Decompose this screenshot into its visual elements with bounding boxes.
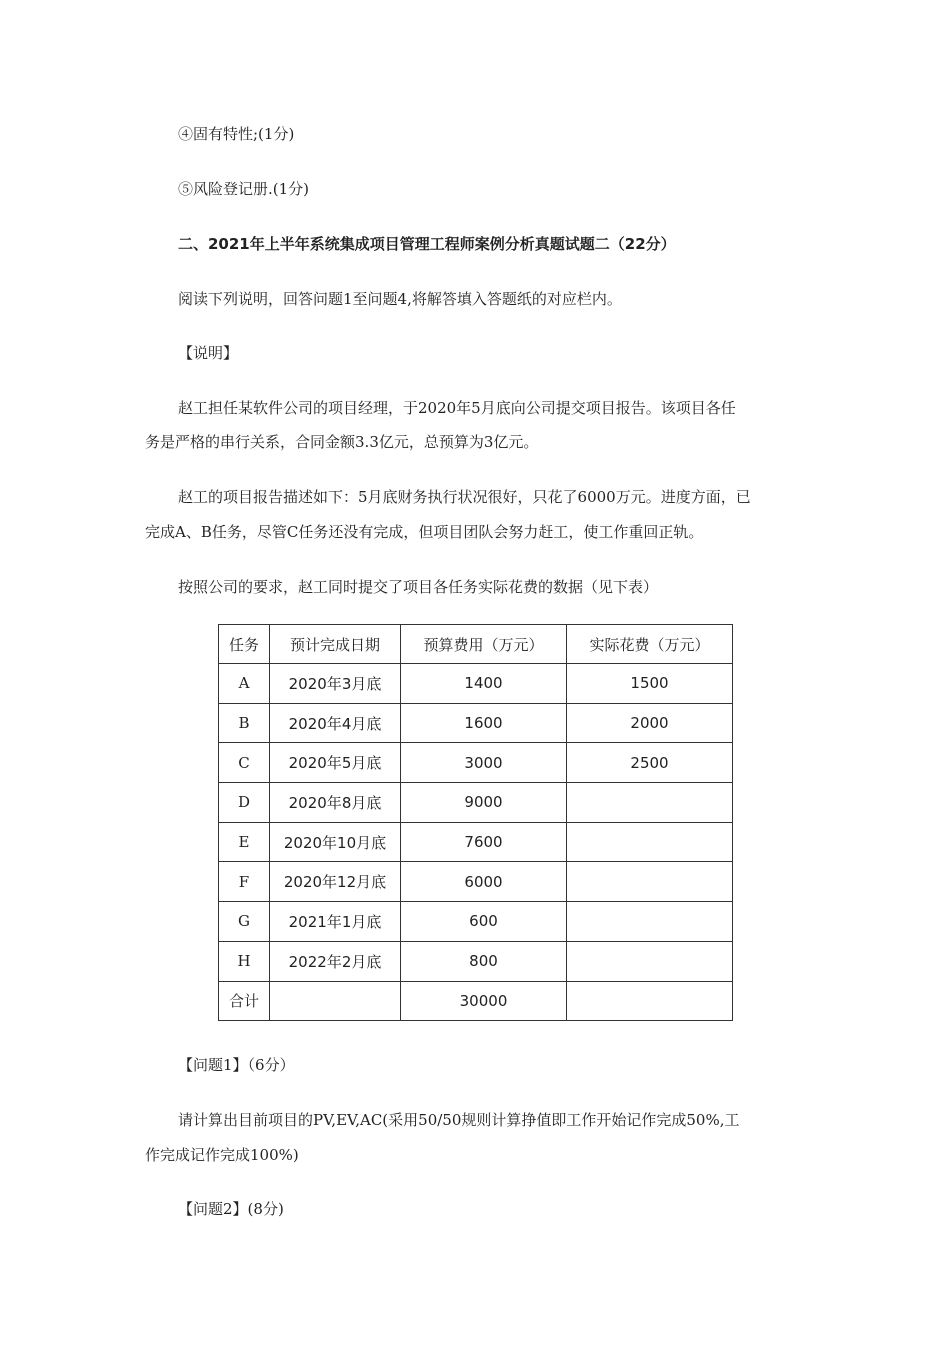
question-1-line-1: 请计算出目前项目的PV,EV,AC(采用50/50规则计算挣值即工作开始记作完成50%,工 (178, 1111, 740, 1129)
cell-actual-cost (567, 822, 733, 862)
question-1-header: 【问题1】（6分） (178, 1056, 295, 1074)
paragraph-1-line-1: 赵工担任某软件公司的项目经理，于2020年5月底向公司提交项目报告。该项目各任 (178, 399, 736, 417)
table-row (219, 703, 733, 743)
cell-task: G (219, 902, 270, 942)
question-2-header: 【问题2】(8分) (178, 1200, 284, 1218)
answer-item-4: ④固有特性;(1分) (178, 125, 295, 143)
cell-budget: 6000 (401, 862, 567, 902)
cell-task: D (219, 783, 270, 823)
cell-task: F (219, 862, 270, 902)
cell-task: B (219, 703, 270, 743)
cell-actual-cost: 2000 (567, 703, 733, 743)
paragraph-2-line-2: 完成A、B任务，尽管C任务还没有完成，但项目团队会努力赶工，使工作重回正轨。 (145, 523, 704, 541)
column-header-budget: 预算费用（万元） (401, 625, 567, 664)
paragraph-2-line-1: 赵工的项目报告描述如下：5月底财务执行状况很好，只花了6000万元。进度方面，已 (178, 488, 751, 506)
cell-due-date: 2020年10月底 (270, 822, 401, 862)
cell-due-date (270, 981, 401, 1021)
table-header-row (219, 625, 733, 664)
cell-due-date: 2020年3月底 (270, 664, 401, 704)
section-title: 二、2021年上半年系统集成项目管理工程师案例分析真题试题二（22分） (178, 235, 676, 253)
table-row (219, 862, 733, 902)
cell-task: A (219, 664, 270, 704)
table-row (219, 743, 733, 783)
table-row (219, 822, 733, 862)
cell-budget: 600 (401, 902, 567, 942)
cell-actual-cost (567, 783, 733, 823)
cell-budget: 1400 (401, 664, 567, 704)
instruction-text: 阅读下列说明，回答问题1至问题4,将解答填入答题纸的对应栏内。 (178, 290, 622, 308)
cell-due-date: 2020年4月底 (270, 703, 401, 743)
cell-task: C (219, 743, 270, 783)
cell-due-date: 2022年2月底 (270, 941, 401, 981)
table-row (219, 664, 733, 704)
cell-budget-total: 30000 (401, 981, 567, 1021)
cell-due-date: 2021年1月底 (270, 902, 401, 942)
table-row (219, 783, 733, 823)
cell-budget: 1600 (401, 703, 567, 743)
cell-actual-cost (567, 902, 733, 942)
question-1-line-2: 作完成记作完成100%) (145, 1146, 299, 1164)
column-header-task: 任务 (219, 625, 270, 664)
cell-total-label: 合计 (219, 981, 270, 1021)
cell-task: E (219, 822, 270, 862)
note-header: 【说明】 (178, 344, 239, 362)
cell-due-date: 2020年12月底 (270, 862, 401, 902)
table-total-row (219, 981, 733, 1021)
cell-due-date: 2020年8月底 (270, 783, 401, 823)
column-header-due-date: 预计完成日期 (270, 625, 401, 664)
cell-actual-cost: 1500 (567, 664, 733, 704)
column-header-actual-cost: 实际花费（万元） (567, 625, 733, 664)
cell-budget: 7600 (401, 822, 567, 862)
paragraph-3: 按照公司的要求，赵工同时提交了项目各任务实际花费的数据（见下表） (178, 578, 659, 596)
cell-actual-cost (567, 941, 733, 981)
cell-actual-cost: 2500 (567, 743, 733, 783)
table-row (219, 902, 733, 942)
cell-budget: 800 (401, 941, 567, 981)
cell-actual-cost (567, 862, 733, 902)
cell-due-date: 2020年5月底 (270, 743, 401, 783)
cell-budget: 9000 (401, 783, 567, 823)
cell-actual-cost (567, 981, 733, 1021)
cell-budget: 3000 (401, 743, 567, 783)
table-row (219, 941, 733, 981)
cell-task: H (219, 941, 270, 981)
answer-item-5: ⑤风险登记册.(1分) (178, 180, 310, 198)
paragraph-1-line-2: 务是严格的串行关系，合同金额3.3亿元，总预算为3亿元。 (145, 433, 539, 451)
task-cost-table (218, 624, 733, 1021)
